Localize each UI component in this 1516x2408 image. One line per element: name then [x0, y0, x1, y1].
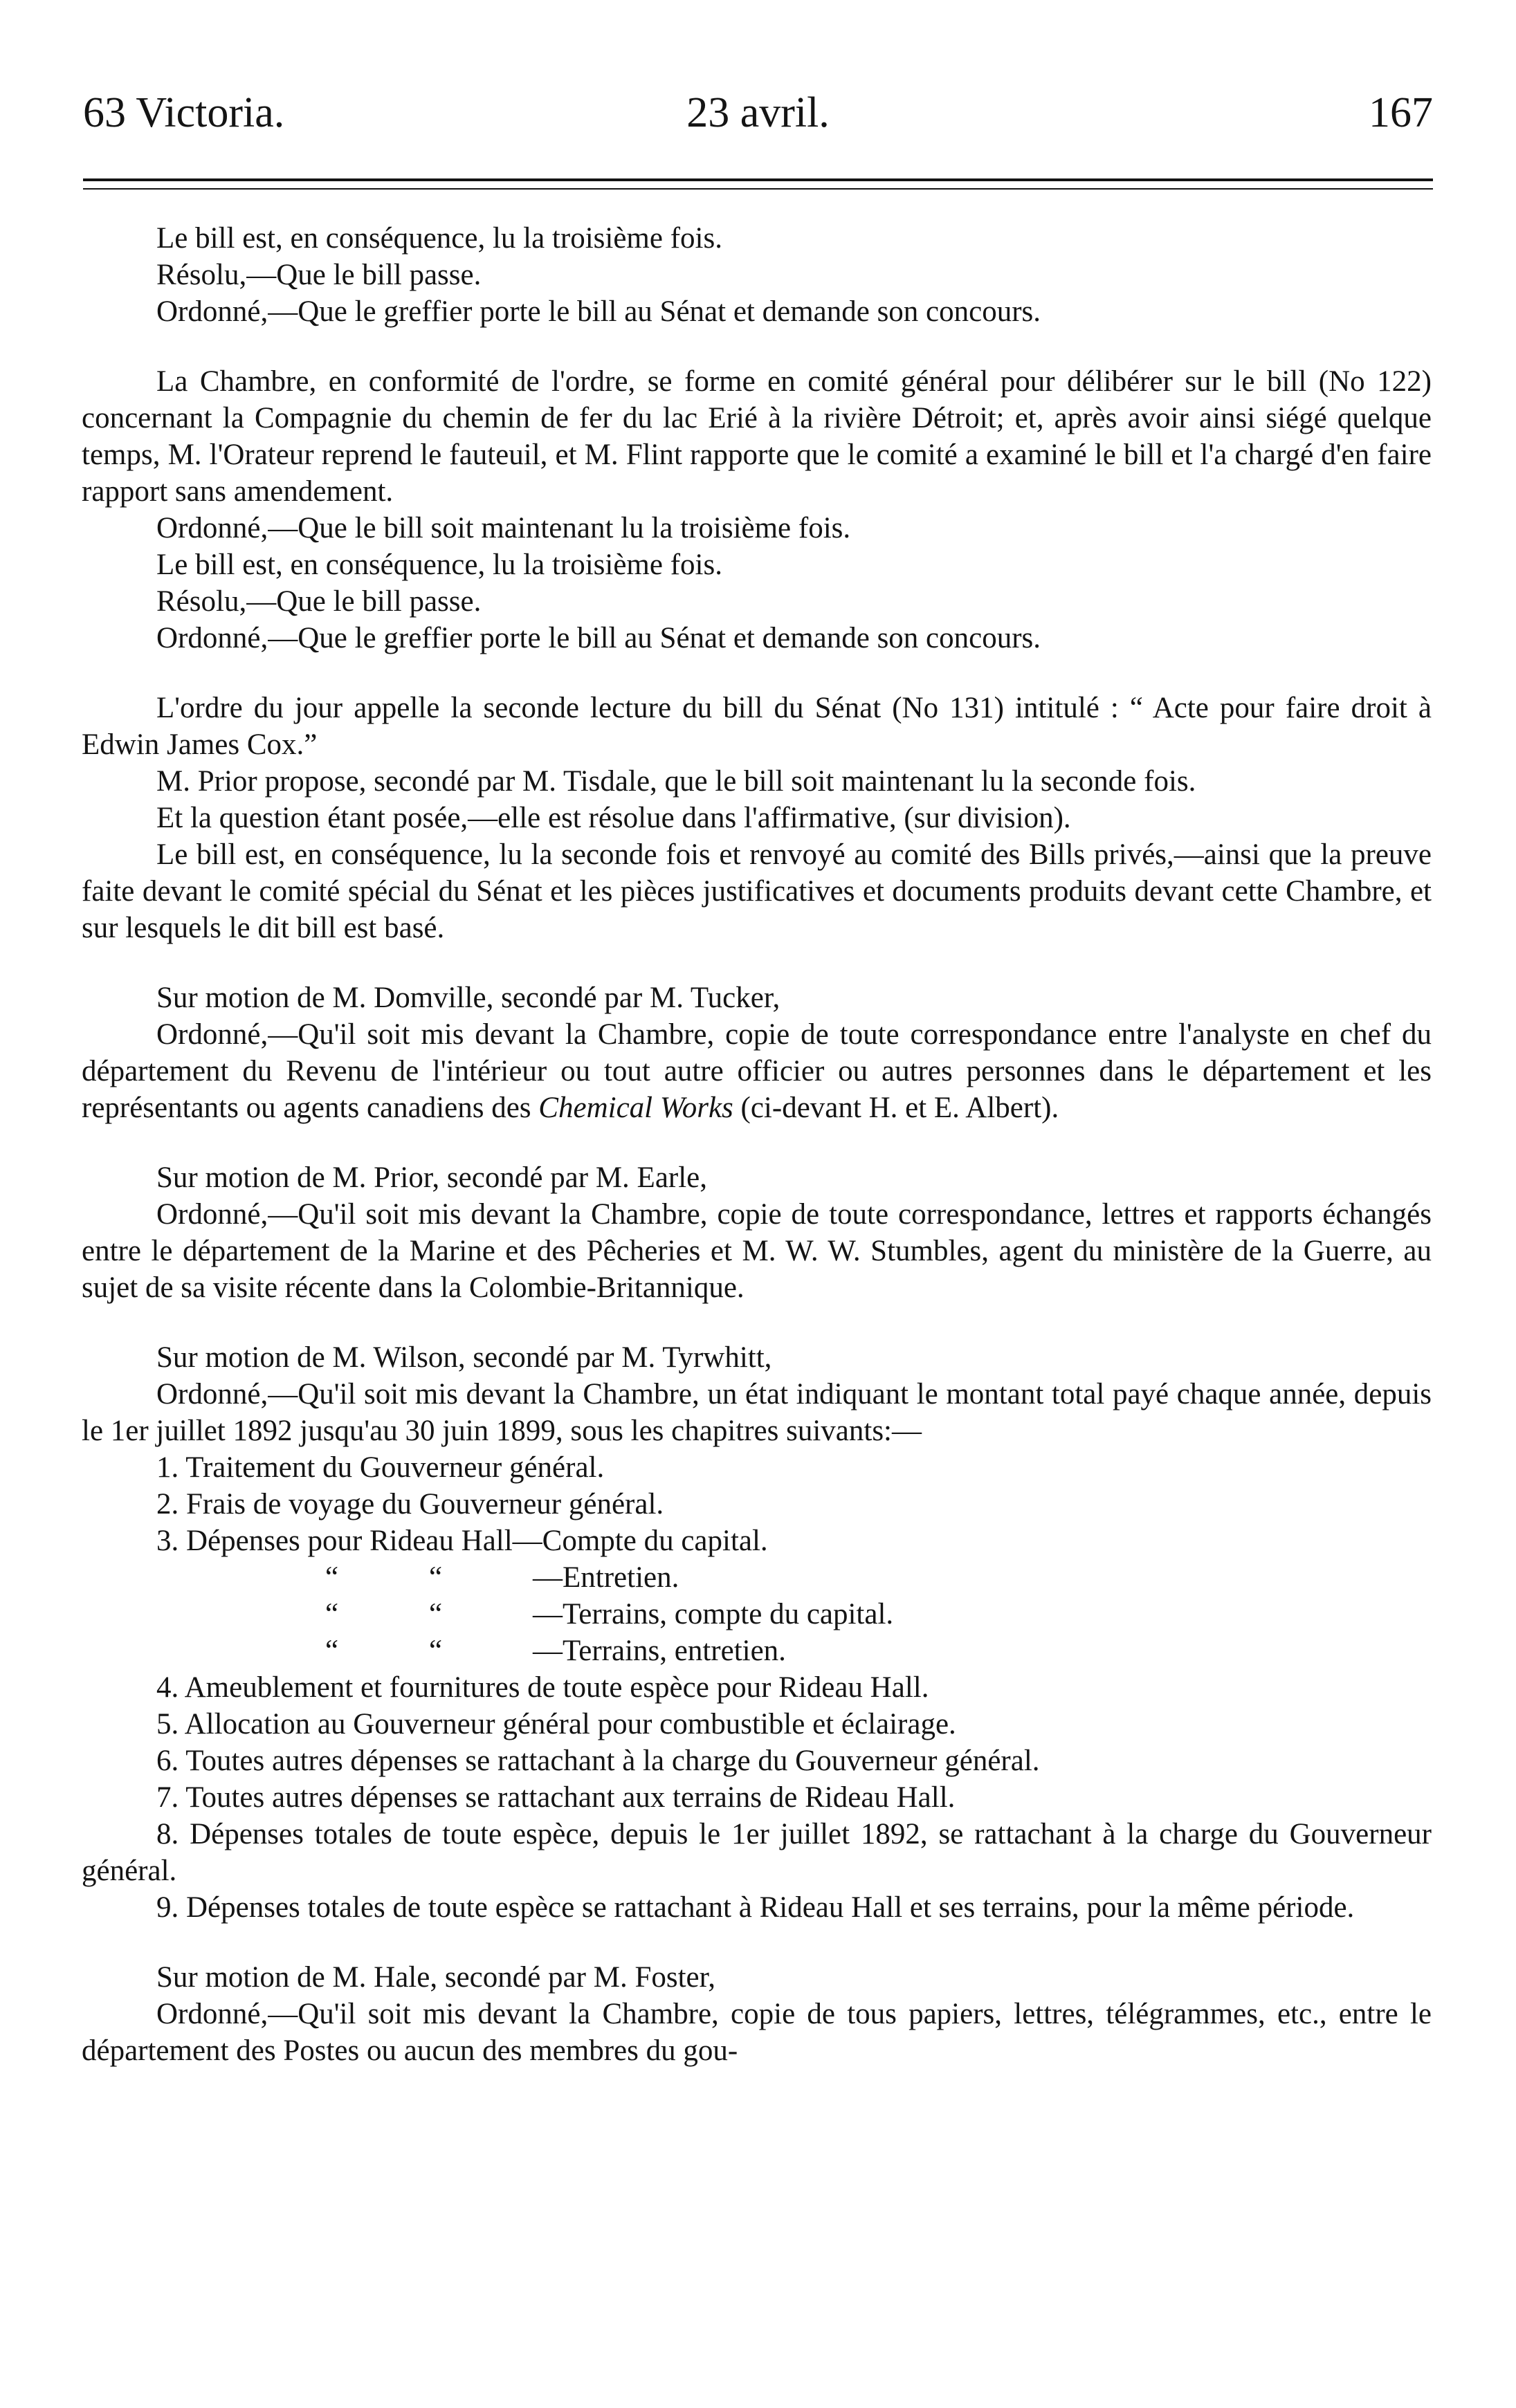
- header-rule-thick: [83, 178, 1433, 181]
- list-item: 3. Dépenses pour Rideau Hall—Compte du capital.: [156, 1525, 768, 1557]
- list-item: 5. Allocation au Gouverneur général pour combustible et éclairage.: [156, 1708, 956, 1740]
- paragraph: [82, 1016, 1432, 1126]
- paragraph: Ordonné,—Qu'il soit mis devant la Chambre, un état indiquant le montant total payé chaque année, depuis le 1er juillet 1892 jusqu'au 30 juin 1899, sous les chapitres suivants:—: [82, 1378, 1432, 1447]
- header-rule-thin: [83, 188, 1433, 190]
- paragraph: Et la question étant posée,—elle est résolue dans l'affirmative, (sur division).: [156, 802, 1071, 834]
- list-item: 6. Toutes autres dépenses se rattachant à la charge du Gouverneur général.: [156, 1745, 1040, 1777]
- list-item: 1. Traitement du Gouverneur général.: [156, 1451, 605, 1484]
- paragraph-text: Ordonné,—Qu'il soit mis devant la Chambre, copie de toute correspondance entre l'analyste en chef du département du Revenu de l'intérieur ou tout autre officier ou autres personnes dans le département et les représentants ou agents canadiens des: [82, 1018, 1432, 1124]
- page-header: [83, 89, 1433, 144]
- text-line: Le bill est, en conséquence, lu la troisième fois.: [156, 549, 722, 581]
- subitem-text: —Entretien.: [533, 1561, 679, 1594]
- text-line: Ordonné,—Que le greffier porte le bill au Sénat et demande son concours.: [156, 622, 1041, 654]
- text-line: Sur motion de M. Prior, secondé par M. Earle,: [156, 1161, 708, 1194]
- ditto-mark: “: [429, 1561, 443, 1594]
- subitem-text: —Terrains, entretien.: [533, 1635, 786, 1667]
- paragraph-text: (ci-devant H. et E. Albert).: [733, 1092, 1059, 1124]
- text-line: Le bill est, en conséquence, lu la troisième fois.: [156, 222, 722, 255]
- text-line: Sur motion de M. Hale, secondé par M. Foster,: [156, 1961, 715, 1994]
- page-number: 167: [1369, 89, 1433, 136]
- paragraph: M. Prior propose, secondé par M. Tisdale, que le bill soit maintenant lu la seconde fois.: [156, 765, 1196, 798]
- paragraph: La Chambre, en conformité de l'ordre, se forme en comité général pour délibérer sur le bill (No 122) concernant la Compagnie du chemin de fer du lac Erié à la rivière Détroit; et, après avoir ainsi siégé quelque temps, M. l'Orateur reprend le fauteuil, et M. Flint rapporte que le comité a examiné le bill et l'a chargé d'en faire rapport sans amendement.: [82, 365, 1432, 508]
- header-date: 23 avril.: [686, 89, 830, 136]
- text-line: Ordonné,—Que le bill soit maintenant lu la troisième fois.: [156, 512, 851, 544]
- ditto-mark: “: [325, 1561, 339, 1594]
- paragraph: Le bill est, en conséquence, lu la seconde fois et renvoyé au comité des Bills privés,—ainsi que la preuve faite devant le comité spécial du Sénat et les pièces justificatives et documents produits devant cette Chambre, et sur lesquels le dit bill est basé.: [82, 838, 1432, 944]
- list-item: 7. Toutes autres dépenses se rattachant aux terrains de Rideau Hall.: [156, 1781, 956, 1814]
- subitem-text: —Terrains, compte du capital.: [533, 1598, 894, 1630]
- list-item: 8. Dépenses totales de toute espèce, depuis le 1er juillet 1892, se rattachant à la charge du Gouverneur général.: [82, 1818, 1432, 1887]
- text-line: Sur motion de M. Domville, secondé par M. Tucker,: [156, 982, 780, 1014]
- text-line: Sur motion de M. Wilson, secondé par M. Tyrwhitt,: [156, 1341, 772, 1374]
- text-line: Ordonné,—Que le greffier porte le bill au Sénat et demande son concours.: [156, 295, 1041, 328]
- paragraph: L'ordre du jour appelle la seconde lecture du bill du Sénat (No 131) intitulé : “ Acte pour faire droit à Edwin James Cox.”: [82, 692, 1432, 761]
- ditto-mark: “: [325, 1635, 339, 1667]
- list-item: 2. Frais de voyage du Gouverneur général.: [156, 1488, 664, 1520]
- text-line: Résolu,—Que le bill passe.: [156, 585, 482, 618]
- list-subitem: [82, 1559, 1432, 1596]
- list-subitem: [82, 1633, 1432, 1669]
- ditto-mark: “: [429, 1635, 443, 1667]
- list-subitem: [82, 1596, 1432, 1633]
- header-session: 63 Victoria.: [83, 89, 285, 136]
- paragraph: Ordonné,—Qu'il soit mis devant la Chambre, copie de toute correspondance, lettres et rapports échangés entre le département de la Marine et des Pêcheries et M. W. W. Stumbles, agent du ministère de la Guerre, au sujet de sa visite récente dans la Colombie-Britannique.: [82, 1198, 1432, 1304]
- text-line: Résolu,—Que le bill passe.: [156, 259, 482, 291]
- ditto-mark: “: [325, 1598, 339, 1630]
- ditto-mark: “: [429, 1598, 443, 1630]
- document-body: [82, 220, 1432, 2069]
- paragraph: Ordonné,—Qu'il soit mis devant la Chambre, copie de tous papiers, lettres, télégrammes, etc., entre le département des Postes ou aucun des membres du gou-: [82, 1998, 1432, 2067]
- list-item: 4. Ameublement et fournitures de toute espèce pour Rideau Hall.: [156, 1671, 929, 1704]
- italic-text: Chemical Works: [538, 1092, 733, 1124]
- list-item: 9. Dépenses totales de toute espèce se rattachant à Rideau Hall et ses terrains, pour la même période.: [156, 1891, 1355, 1924]
